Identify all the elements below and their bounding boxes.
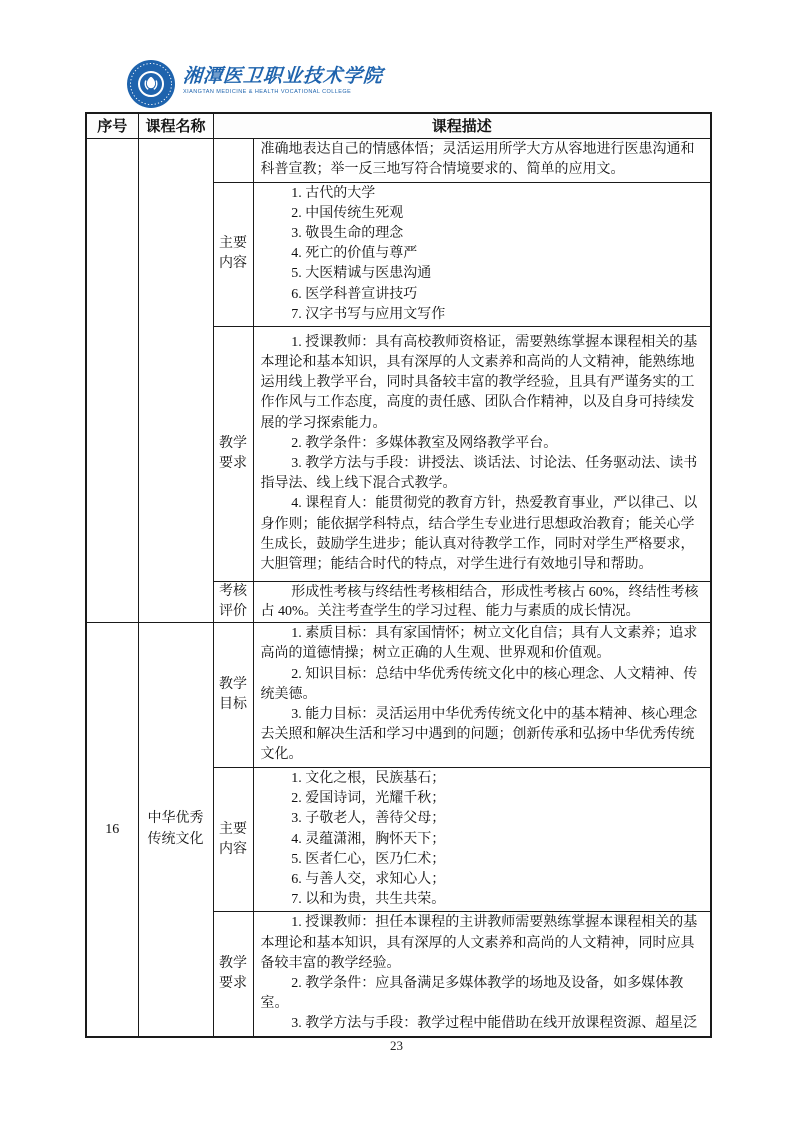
- header-course-desc: 课程描述: [213, 113, 711, 138]
- header-course-name: 课程名称: [138, 113, 213, 138]
- section-label-cell: 教学目标: [213, 622, 253, 767]
- list-item: 2. 爱国诗词，光耀千秋；: [291, 791, 446, 807]
- college-name-zh: 湘潭医卫职业技术学院: [182, 66, 384, 87]
- table-row: [86, 622, 711, 767]
- paragraph: 2. 知识目标：总结中华优秀传统文化中的核心理念、人文精神、传统美德。: [260, 666, 698, 702]
- table-row: [86, 138, 711, 182]
- seq-cell: [86, 138, 138, 622]
- course-name-cell: 中华优秀传统文化: [138, 622, 213, 1036]
- page-number: 23: [390, 1038, 403, 1053]
- list-item: 2. 中国传统生死观: [291, 205, 404, 221]
- paragraph: 准确地表达自己的情感体悟；灵活运用所学大方从容地进行医患沟通和科普宣教；举一反三地写符合情境要求的、简单的应用文。: [260, 141, 695, 177]
- paragraph: 4. 课程育人：能贯彻党的教育方针，热爱教育事业，严以律己、以身作则；能依据学科特点，结合学生专业进行思想政治教育；能关心学生成长，鼓励学生进步；能认真对待教学工作，同时对学生严格要求，大胆管理；能结合时代的特点，对学生进行有效地引导和帮助。: [260, 496, 698, 572]
- paragraph: 2. 教学条件：应具备满足多媒体教学的场地及设备，如多媒体教室。: [260, 975, 684, 1012]
- header-seq: 序号: [86, 113, 138, 138]
- list-item: 1. 文化之根，民族基石；: [291, 770, 446, 786]
- list-item: 6. 与善人交，求知心人；: [291, 871, 446, 887]
- list-item: 5. 医者仁心，医乃仁术；: [291, 851, 446, 867]
- list-item: 3. 敬畏生命的理念: [291, 225, 404, 241]
- paragraph: 形成性考核与终结性考核相结合，形成性考核占 60%，终结性考核占 40%。关注考查学生的学习过程、能力与素质的成长情况。: [260, 584, 699, 619]
- paragraph: 2. 教学条件：多媒体教室及网络教学平台。: [291, 435, 558, 451]
- paragraph: 3. 能力目标：灵活运用中华优秀传统文化中的基本精神、核心理念去关照和解决生活和学习中遇到的问题；创新传承和弘扬中华优秀传统文化。: [260, 707, 698, 763]
- paragraph: 1. 素质目标：具有家国情怀；树立文化自信；具有人文素养；追求高尚的道德情操；树立正确的人生观、世界观和价值观。: [260, 626, 698, 662]
- section-content-cell: [253, 326, 711, 581]
- paragraph: 3. 教学方法与手段：教学过程中能借助在线开放课程资源、超星泛: [291, 1016, 698, 1032]
- section-label-cell: [213, 138, 253, 182]
- paragraph: 1. 授课教师：担任本课程的主讲教师需要熟练掌握本课程相关的基本理论和基本知识，具有深厚的人文素养和高尚的人文精神，同时应具备较丰富的教学经验。: [260, 915, 698, 971]
- list-item: 7. 以和为贵，共生共荣。: [291, 892, 446, 908]
- list-item: 5. 大医精诚与医患沟通: [291, 266, 432, 282]
- college-logo: [126, 59, 383, 109]
- course-description-table: [85, 112, 712, 1038]
- section-content-cell: [253, 581, 711, 622]
- list-item: 6. 医学科普宣讲技巧: [291, 286, 418, 302]
- section-label-cell: 主要内容: [213, 182, 253, 326]
- section-content-cell: [253, 182, 711, 326]
- section-content-cell: [253, 138, 711, 182]
- college-name-en: XIANGTAN MEDICINE & HEALTH VOCATIONAL COLLEGE: [183, 89, 352, 95]
- section-label-cell: 教学要求: [213, 912, 253, 1037]
- section-content-cell: [253, 767, 711, 911]
- list-item: 4. 灵蕴潇湘，胸怀天下；: [291, 831, 446, 847]
- college-logo-icon: [126, 59, 176, 109]
- paragraph: 3. 教学方法与手段：讲授法、谈话法、讨论法、任务驱动法、读书指导法、线上线下混合式教学。: [260, 455, 698, 492]
- list-item: 1. 古代的大学: [291, 185, 376, 201]
- list-item: 7. 汉字书写与应用文写作: [291, 306, 446, 322]
- seq-cell: 16: [86, 622, 138, 1036]
- section-content-cell: [253, 622, 711, 767]
- section-label-cell: 教学要求: [213, 326, 253, 581]
- paragraph: 1. 授课教师：具有高校教师资格证，需要熟练掌握本课程相关的基本理论和基本知识，具有深厚的人文素养和高尚的人文精神，能熟练地运用线上教学平台，同时具备较丰富的教学经验，且具有严谨务实的工作作风与工作态度，高度的责任感、团队合作精神，以及自身可持续发展的学习探索能力。: [260, 334, 698, 431]
- section-content-cell: [253, 912, 711, 1037]
- college-name-block: [183, 59, 383, 95]
- course-name-cell: [138, 138, 213, 622]
- section-label-cell: 主要内容: [213, 767, 253, 911]
- list-item: 3. 子敬老人，善待父母；: [291, 811, 446, 827]
- list-item: 4. 死亡的价值与尊严: [291, 246, 418, 262]
- table-header-row: [86, 113, 711, 138]
- section-label-cell: 考核评价: [213, 581, 253, 622]
